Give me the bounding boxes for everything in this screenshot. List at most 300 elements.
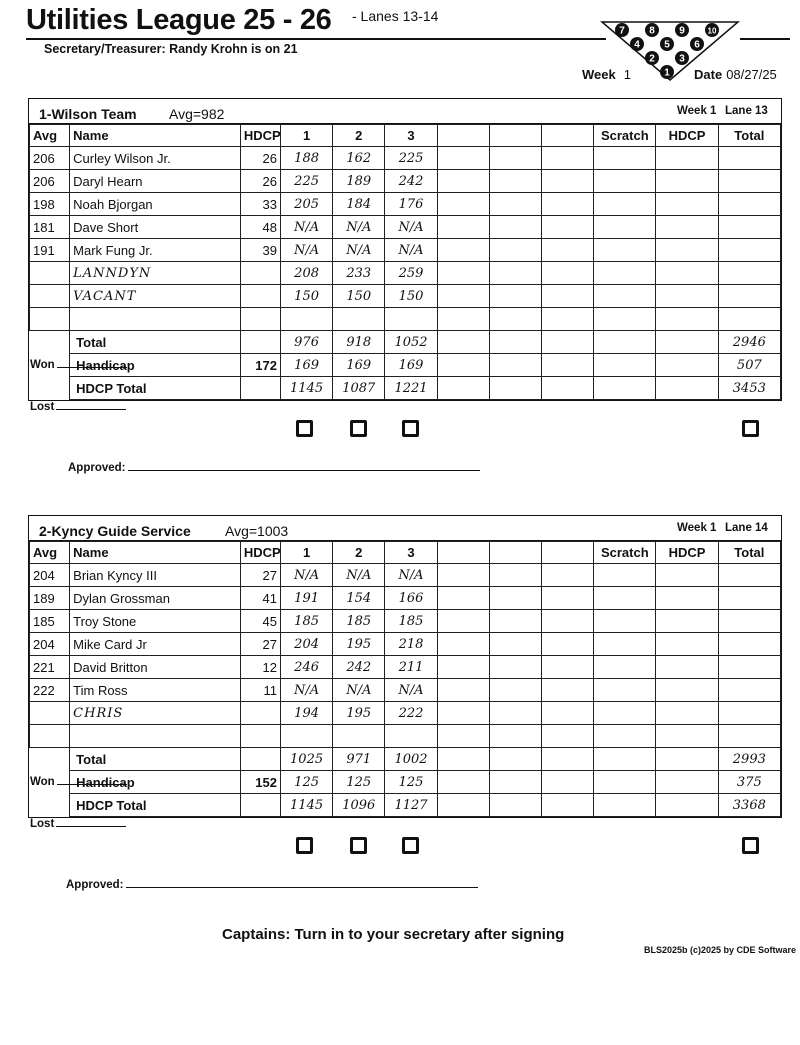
bowler-avg: 204 bbox=[30, 633, 70, 656]
col-blank bbox=[437, 125, 489, 147]
game-3-checkbox[interactable] bbox=[402, 837, 419, 854]
summary-game-2: 1087 bbox=[333, 377, 385, 400]
bowler-name: Curley Wilson Jr. bbox=[70, 147, 241, 170]
col-blank bbox=[489, 125, 541, 147]
summary-game-1: 125 bbox=[280, 771, 332, 794]
blank-cell bbox=[489, 725, 541, 748]
blank-cell bbox=[542, 794, 594, 817]
total-cell bbox=[718, 239, 780, 262]
hdcp-cell bbox=[656, 147, 718, 170]
scratch-cell bbox=[594, 633, 656, 656]
game-3-score: 222 bbox=[385, 702, 437, 725]
summary-game-1: 169 bbox=[280, 354, 332, 377]
game-2-score: N/A bbox=[333, 564, 385, 587]
pin-number: 7 bbox=[619, 25, 625, 37]
bowler-row bbox=[30, 216, 781, 239]
lost-line[interactable] bbox=[56, 816, 126, 827]
game-3-score bbox=[385, 725, 437, 748]
pin-number: 8 bbox=[649, 25, 655, 37]
game-2-score: 162 bbox=[333, 147, 385, 170]
blank-cell bbox=[489, 564, 541, 587]
game-1-score: N/A bbox=[280, 564, 332, 587]
blank-cell bbox=[489, 656, 541, 679]
game-2-score: N/A bbox=[333, 216, 385, 239]
bowler-name: VACANT bbox=[70, 285, 241, 308]
scratch-cell bbox=[594, 216, 656, 239]
bowler-name: Daryl Hearn bbox=[70, 170, 241, 193]
title-rule bbox=[26, 38, 606, 40]
summary-label: Total bbox=[70, 748, 241, 771]
summary-handicap-value bbox=[240, 748, 280, 771]
bowler-avg bbox=[30, 262, 70, 285]
hdcp-cell bbox=[656, 771, 718, 794]
blank-cell bbox=[489, 679, 541, 702]
game-2-score bbox=[333, 308, 385, 331]
blank-cell bbox=[542, 170, 594, 193]
blank-cell bbox=[489, 216, 541, 239]
scratch-cell bbox=[594, 239, 656, 262]
bowler-name bbox=[70, 725, 241, 748]
series-checkbox[interactable] bbox=[742, 420, 759, 437]
blank-cell bbox=[437, 679, 489, 702]
lost-label: Lost bbox=[30, 818, 55, 830]
summary-label: HDCP Total bbox=[70, 794, 241, 817]
total-cell bbox=[718, 587, 780, 610]
game-1-score: 194 bbox=[280, 702, 332, 725]
scratch-cell bbox=[594, 656, 656, 679]
hdcp-cell bbox=[656, 331, 718, 354]
scratch-cell bbox=[594, 354, 656, 377]
col-game-3: 3 bbox=[385, 542, 437, 564]
game-1-score: 185 bbox=[280, 610, 332, 633]
col-blank bbox=[437, 542, 489, 564]
total-cell bbox=[718, 564, 780, 587]
hdcp-cell bbox=[656, 748, 718, 771]
bowler-row bbox=[30, 633, 781, 656]
bowler-hdcp: 48 bbox=[240, 216, 280, 239]
summary-game-3: 125 bbox=[385, 771, 437, 794]
game-3-score: 259 bbox=[385, 262, 437, 285]
col-scratch: Scratch bbox=[594, 125, 656, 147]
bowler-name: Troy Stone bbox=[70, 610, 241, 633]
approved-field[interactable] bbox=[66, 877, 478, 891]
blank-cell bbox=[489, 587, 541, 610]
blank-cell bbox=[489, 748, 541, 771]
bowler-hdcp: 33 bbox=[240, 193, 280, 216]
blank-cell bbox=[542, 239, 594, 262]
scratch-cell bbox=[594, 147, 656, 170]
game-2-score: 154 bbox=[333, 587, 385, 610]
bowler-avg: 189 bbox=[30, 587, 70, 610]
hdcp-cell bbox=[656, 610, 718, 633]
game-1-checkbox[interactable] bbox=[296, 420, 313, 437]
summary-game-1: 976 bbox=[280, 331, 332, 354]
summary-game-3: 1052 bbox=[385, 331, 437, 354]
bowler-row bbox=[30, 702, 781, 725]
bowler-hdcp bbox=[240, 725, 280, 748]
bowler-row bbox=[30, 262, 781, 285]
blank-cell bbox=[437, 354, 489, 377]
hdcp-cell bbox=[656, 679, 718, 702]
hdcp-cell bbox=[656, 262, 718, 285]
handicap-row bbox=[30, 354, 781, 377]
blank-cell bbox=[437, 239, 489, 262]
week-header bbox=[582, 67, 631, 82]
game-3-score: 218 bbox=[385, 633, 437, 656]
blank-cell bbox=[437, 748, 489, 771]
blank-cell bbox=[489, 262, 541, 285]
summary-series-total: 2946 bbox=[718, 331, 780, 354]
game-3-score: 176 bbox=[385, 193, 437, 216]
game-3-score: 185 bbox=[385, 610, 437, 633]
won-label: Won bbox=[30, 776, 55, 788]
hdcp-cell bbox=[656, 702, 718, 725]
summary-series-total: 2993 bbox=[718, 748, 780, 771]
game-2-score: 150 bbox=[333, 285, 385, 308]
game-2-score: 184 bbox=[333, 193, 385, 216]
blank-cell bbox=[437, 331, 489, 354]
scratch-cell bbox=[594, 725, 656, 748]
blank-cell bbox=[542, 331, 594, 354]
bowler-avg: 185 bbox=[30, 610, 70, 633]
won-field[interactable] bbox=[30, 774, 127, 788]
score-table bbox=[29, 124, 781, 400]
game-1-score bbox=[280, 725, 332, 748]
game-1-score: 188 bbox=[280, 147, 332, 170]
col-blank bbox=[489, 542, 541, 564]
pin-number: 1 bbox=[664, 67, 670, 79]
approved-label: Approved: bbox=[66, 879, 124, 891]
summary-label: Handicap bbox=[70, 354, 241, 377]
team-header bbox=[29, 99, 781, 124]
summary-game-2: 169 bbox=[333, 354, 385, 377]
team-sheet bbox=[28, 98, 782, 401]
game-1-score: 208 bbox=[280, 262, 332, 285]
game-1-score: N/A bbox=[280, 679, 332, 702]
total-cell bbox=[718, 702, 780, 725]
hdcp-total-row bbox=[30, 794, 781, 817]
lost-field[interactable] bbox=[30, 399, 126, 413]
total-cell bbox=[718, 147, 780, 170]
col-game-3: 3 bbox=[385, 125, 437, 147]
hdcp-cell bbox=[656, 285, 718, 308]
summary-game-1: 1145 bbox=[280, 794, 332, 817]
bowler-row bbox=[30, 564, 781, 587]
blank-cell bbox=[489, 610, 541, 633]
game-1-score: 150 bbox=[280, 285, 332, 308]
game-1-checkbox[interactable] bbox=[296, 837, 313, 854]
blank-cell bbox=[437, 170, 489, 193]
game-2-score bbox=[333, 725, 385, 748]
col-blank bbox=[542, 125, 594, 147]
team-week: Week 1 bbox=[677, 522, 717, 534]
hdcp-cell bbox=[656, 193, 718, 216]
blank-cell bbox=[489, 331, 541, 354]
bowler-avg: 221 bbox=[30, 656, 70, 679]
copyright: BLS2025b (c)2025 by CDE Software bbox=[644, 945, 797, 955]
bowler-name: LANNDYN bbox=[70, 262, 241, 285]
blank-cell bbox=[489, 633, 541, 656]
bowler-row bbox=[30, 308, 781, 331]
total-cell bbox=[718, 193, 780, 216]
game-1-score bbox=[280, 308, 332, 331]
game-3-score: 166 bbox=[385, 587, 437, 610]
bowler-avg bbox=[30, 725, 70, 748]
blank-cell bbox=[489, 170, 541, 193]
col-game-1: 1 bbox=[280, 542, 332, 564]
bowler-name: Mike Card Jr bbox=[70, 633, 241, 656]
pin-number: 10 bbox=[707, 26, 717, 36]
blank-cell bbox=[542, 656, 594, 679]
lost-field[interactable] bbox=[30, 816, 126, 830]
approved-field[interactable] bbox=[68, 460, 480, 474]
bowler-avg: 206 bbox=[30, 170, 70, 193]
bowler-name: David Britton bbox=[70, 656, 241, 679]
game-1-score: 204 bbox=[280, 633, 332, 656]
team-week: Week 1 bbox=[677, 105, 717, 117]
total-cell bbox=[718, 170, 780, 193]
approved-line[interactable] bbox=[126, 877, 478, 888]
summary-label: HDCP Total bbox=[70, 377, 241, 400]
secretary-note: Secretary/Treasurer: Randy Krohn is on 21 bbox=[44, 42, 298, 56]
game-3-score: N/A bbox=[385, 564, 437, 587]
summary-game-3: 1127 bbox=[385, 794, 437, 817]
won-line[interactable] bbox=[57, 357, 127, 368]
game-1-score: 205 bbox=[280, 193, 332, 216]
handicap-row bbox=[30, 771, 781, 794]
blank-cell bbox=[489, 702, 541, 725]
blank-cell bbox=[542, 377, 594, 400]
hdcp-cell bbox=[656, 239, 718, 262]
hdcp-cell bbox=[656, 308, 718, 331]
summary-handicap-value bbox=[240, 377, 280, 400]
bowler-hdcp bbox=[240, 308, 280, 331]
game-1-score: N/A bbox=[280, 216, 332, 239]
pin-number: 9 bbox=[679, 25, 685, 37]
game-1-score: 246 bbox=[280, 656, 332, 679]
summary-series-total: 3453 bbox=[718, 377, 780, 400]
total-cell bbox=[718, 285, 780, 308]
col-hdcp-total: HDCP bbox=[656, 125, 718, 147]
bowler-name: Noah Bjorgan bbox=[70, 193, 241, 216]
blank-cell bbox=[489, 239, 541, 262]
bowler-hdcp: 45 bbox=[240, 610, 280, 633]
bowler-hdcp: 26 bbox=[240, 147, 280, 170]
blank-cell bbox=[542, 587, 594, 610]
bowler-name bbox=[70, 308, 241, 331]
blank-cell bbox=[437, 308, 489, 331]
blank-cell bbox=[542, 610, 594, 633]
summary-handicap-value bbox=[240, 794, 280, 817]
scratch-cell bbox=[594, 794, 656, 817]
score-table bbox=[29, 541, 781, 817]
bowler-avg bbox=[30, 702, 70, 725]
total-row bbox=[30, 748, 781, 771]
blank-cell bbox=[489, 771, 541, 794]
col-scratch: Scratch bbox=[594, 542, 656, 564]
won-line[interactable] bbox=[57, 774, 127, 785]
total-cell bbox=[718, 610, 780, 633]
bowler-row bbox=[30, 147, 781, 170]
bowler-avg: 181 bbox=[30, 216, 70, 239]
bowler-avg bbox=[30, 308, 70, 331]
summary-game-1: 1025 bbox=[280, 748, 332, 771]
game-2-score: N/A bbox=[333, 239, 385, 262]
blank-cell bbox=[437, 656, 489, 679]
game-2-checkbox[interactable] bbox=[350, 420, 367, 437]
scratch-cell bbox=[594, 377, 656, 400]
blank-cell bbox=[542, 285, 594, 308]
blank-cell bbox=[437, 794, 489, 817]
bowler-row bbox=[30, 285, 781, 308]
total-cell bbox=[718, 216, 780, 239]
blank-cell bbox=[437, 193, 489, 216]
game-2-score: 242 bbox=[333, 656, 385, 679]
team-average: Avg=1003 bbox=[225, 523, 289, 539]
blank-cell bbox=[542, 354, 594, 377]
game-2-score: N/A bbox=[333, 679, 385, 702]
summary-game-2: 1096 bbox=[333, 794, 385, 817]
scratch-cell bbox=[594, 331, 656, 354]
title-rule-right bbox=[740, 38, 790, 40]
bowler-avg: 206 bbox=[30, 147, 70, 170]
series-checkbox[interactable] bbox=[742, 837, 759, 854]
blank-cell bbox=[542, 564, 594, 587]
scratch-cell bbox=[594, 285, 656, 308]
hdcp-cell bbox=[656, 564, 718, 587]
blank-cell bbox=[489, 308, 541, 331]
summary-label: Handicap bbox=[70, 771, 241, 794]
total-cell bbox=[718, 308, 780, 331]
blank-cell bbox=[489, 794, 541, 817]
bowler-hdcp bbox=[240, 285, 280, 308]
blank-cell bbox=[437, 147, 489, 170]
won-label: Won bbox=[30, 359, 55, 371]
summary-game-2: 971 bbox=[333, 748, 385, 771]
bowler-avg: 204 bbox=[30, 564, 70, 587]
bowler-hdcp: 27 bbox=[240, 633, 280, 656]
summary-series-total: 375 bbox=[718, 771, 780, 794]
lost-line[interactable] bbox=[56, 399, 126, 410]
scratch-cell bbox=[594, 748, 656, 771]
col-total: Total bbox=[718, 125, 780, 147]
blank-cell bbox=[437, 702, 489, 725]
hdcp-total-row bbox=[30, 377, 781, 400]
lost-label: Lost bbox=[30, 401, 55, 413]
game-3-score: N/A bbox=[385, 239, 437, 262]
game-3-checkbox[interactable] bbox=[402, 420, 419, 437]
bowler-row bbox=[30, 170, 781, 193]
won-field[interactable] bbox=[30, 357, 127, 371]
game-2-score: 185 bbox=[333, 610, 385, 633]
approved-line[interactable] bbox=[128, 460, 480, 471]
blank-cell bbox=[437, 262, 489, 285]
summary-game-2: 918 bbox=[333, 331, 385, 354]
scratch-cell bbox=[594, 170, 656, 193]
summary-series-total: 3368 bbox=[718, 794, 780, 817]
summary-game-3: 169 bbox=[385, 354, 437, 377]
blank-cell bbox=[542, 216, 594, 239]
blank-cell bbox=[542, 748, 594, 771]
hdcp-cell bbox=[656, 170, 718, 193]
pin-number: 5 bbox=[664, 39, 670, 51]
team-name: 2-Kyncy Guide Service bbox=[39, 523, 191, 539]
scratch-cell bbox=[594, 308, 656, 331]
bowler-name: Tim Ross bbox=[70, 679, 241, 702]
summary-handicap-value bbox=[240, 331, 280, 354]
bowler-hdcp bbox=[240, 702, 280, 725]
blank-cell bbox=[437, 771, 489, 794]
game-2-score: 195 bbox=[333, 702, 385, 725]
bowler-hdcp: 27 bbox=[240, 564, 280, 587]
hdcp-cell bbox=[656, 354, 718, 377]
blank-cell bbox=[542, 702, 594, 725]
bowler-row bbox=[30, 725, 781, 748]
scratch-cell bbox=[594, 262, 656, 285]
game-2-checkbox[interactable] bbox=[350, 837, 367, 854]
blank-cell bbox=[542, 193, 594, 216]
hdcp-cell bbox=[656, 587, 718, 610]
scratch-cell bbox=[594, 679, 656, 702]
blank-cell bbox=[489, 285, 541, 308]
col-avg: Avg bbox=[30, 125, 70, 147]
footer-instructions: Captains: Turn in to your secretary after signing bbox=[222, 926, 565, 943]
blank-cell bbox=[542, 147, 594, 170]
col-hdcp: HDCP bbox=[240, 542, 280, 564]
blank-cell bbox=[437, 633, 489, 656]
game-1-score: 225 bbox=[280, 170, 332, 193]
game-1-score: N/A bbox=[280, 239, 332, 262]
scratch-cell bbox=[594, 702, 656, 725]
bowler-hdcp: 26 bbox=[240, 170, 280, 193]
blank-cell bbox=[542, 308, 594, 331]
pin-number: 6 bbox=[694, 39, 700, 51]
total-cell bbox=[718, 725, 780, 748]
blank-cell bbox=[437, 564, 489, 587]
summary-series-total: 507 bbox=[718, 354, 780, 377]
bowler-name: Brian Kyncy III bbox=[70, 564, 241, 587]
total-cell bbox=[718, 656, 780, 679]
blank-cell bbox=[542, 262, 594, 285]
hdcp-cell bbox=[656, 794, 718, 817]
blank-cell bbox=[542, 725, 594, 748]
bowler-hdcp: 39 bbox=[240, 239, 280, 262]
game-3-score: N/A bbox=[385, 216, 437, 239]
bowler-row bbox=[30, 193, 781, 216]
date-header bbox=[694, 67, 777, 82]
team-header bbox=[29, 516, 781, 541]
total-cell bbox=[718, 679, 780, 702]
blank-cell bbox=[437, 285, 489, 308]
hdcp-cell bbox=[656, 656, 718, 679]
team-average: Avg=982 bbox=[169, 106, 225, 122]
bowler-hdcp: 12 bbox=[240, 656, 280, 679]
blank-cell bbox=[489, 377, 541, 400]
bowler-row bbox=[30, 656, 781, 679]
summary-handicap-value: 152 bbox=[240, 771, 280, 794]
pin-number: 2 bbox=[649, 53, 655, 65]
game-2-score: 195 bbox=[333, 633, 385, 656]
bowler-hdcp bbox=[240, 262, 280, 285]
game-3-score: 150 bbox=[385, 285, 437, 308]
date-label: Date bbox=[694, 67, 723, 82]
col-game-2: 2 bbox=[333, 125, 385, 147]
game-3-score bbox=[385, 308, 437, 331]
col-hdcp: HDCP bbox=[240, 125, 280, 147]
pin-number: 3 bbox=[679, 53, 685, 65]
team-name: 1-Wilson Team bbox=[39, 106, 137, 122]
col-blank bbox=[542, 542, 594, 564]
